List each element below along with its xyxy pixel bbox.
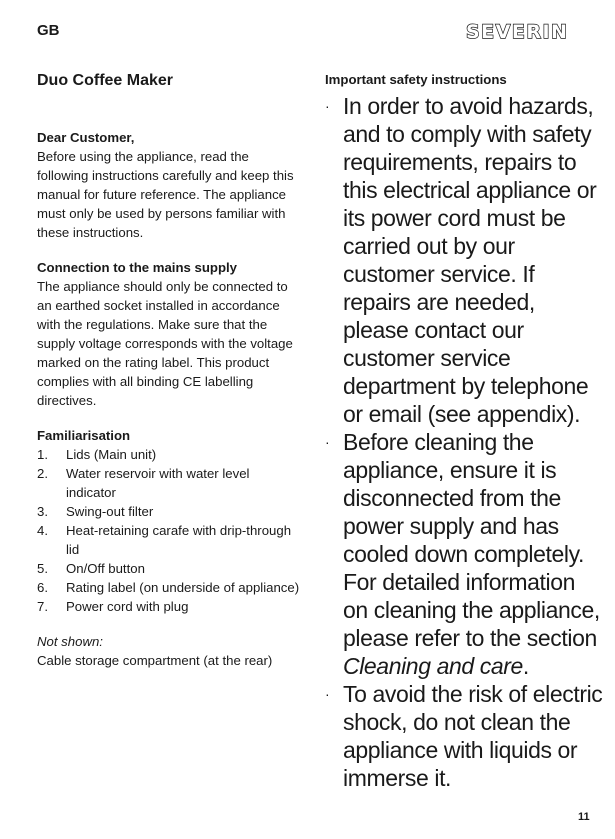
language-code: GB xyxy=(37,22,60,39)
safety-bullet xyxy=(325,92,605,428)
bullet-marker: · xyxy=(325,98,330,114)
section-text-mains-supply: The appliance should only be connected to an earthed socket installed in accordance with the regulations. Make sure that the supply voltage corresponds with the voltage marked on the rating label. This product complies with all binding CE labelling directives. xyxy=(37,279,293,408)
list-item xyxy=(37,502,302,521)
list-item-text: Swing-out filter xyxy=(66,504,154,519)
list-item-number: 7. xyxy=(37,599,48,614)
page-number: 11 xyxy=(578,811,590,823)
list-item-number: 4. xyxy=(37,523,48,538)
safety-bullet xyxy=(325,680,605,792)
list-item-number: 3. xyxy=(37,504,48,519)
safety-bullet-text: Before cleaning the appliance, ensure it is disconnected from the power supply and has cooled down completely. For detailed information on cleaning the appliance, please refer to the section xyxy=(343,429,600,651)
safety-bullet xyxy=(325,428,605,680)
not-shown-label: Not shown: xyxy=(37,634,103,649)
document-title: Duo Coffee Maker xyxy=(37,72,174,89)
bullet-marker: · xyxy=(325,686,330,702)
safety-bullet-text-wrapper xyxy=(343,428,605,680)
brand-logo: SEVERIN xyxy=(466,21,569,43)
safety-bullet-text: To avoid the risk of electric shock, do not clean the appliance with liquids or immerse it. xyxy=(343,681,603,791)
safety-heading: Important safety instructions xyxy=(325,72,507,87)
list-item xyxy=(37,464,302,502)
list-item-number: 6. xyxy=(37,580,48,595)
safety-list xyxy=(325,92,605,792)
safety-bullet-text: In order to avoid hazards, and to comply with safety requirements, repairs to this electrical appliance or its power cord must be carried out by our customer service. If repairs are needed, please contact our customer service department by telephone or email (see appendix). xyxy=(343,93,597,427)
section-heading-familiarisation: Familiarisation xyxy=(37,428,131,443)
safety-bullet-tail: . xyxy=(522,653,529,679)
section-reference: Cleaning and care xyxy=(343,653,523,679)
list-item-text: Water reservoir with water level indicator xyxy=(66,466,250,500)
list-item-text: Power cord with plug xyxy=(66,599,189,614)
list-item-text: Rating label (on underside of appliance) xyxy=(66,580,300,595)
list-item-text: Lids (Main unit) xyxy=(66,447,157,462)
section-heading-mains-supply: Connection to the mains supply xyxy=(37,260,238,275)
familiarisation-list xyxy=(37,445,302,616)
bullet-marker: · xyxy=(325,434,330,450)
section-heading-dear-customer: Dear Customer, xyxy=(37,130,135,145)
list-item xyxy=(37,578,302,597)
section-text-dear-customer: Before using the appliance, read the following instructions carefully and keep this manual for future reference. The appliance must only be used by persons familiar with these instructions. xyxy=(37,149,294,240)
list-item-text: Heat-retaining carafe with drip-through lid xyxy=(66,523,292,557)
list-item xyxy=(37,559,302,578)
list-item xyxy=(37,445,302,464)
list-item-number: 1. xyxy=(37,447,48,462)
list-item-number: 5. xyxy=(37,561,48,576)
not-shown-text: Cable storage compartment (at the rear) xyxy=(37,653,273,668)
right-column xyxy=(325,70,605,792)
left-column xyxy=(37,70,302,686)
list-item xyxy=(37,521,302,559)
list-item xyxy=(37,597,302,616)
list-item-text: On/Off button xyxy=(66,561,145,576)
list-item-number: 2. xyxy=(37,466,48,481)
